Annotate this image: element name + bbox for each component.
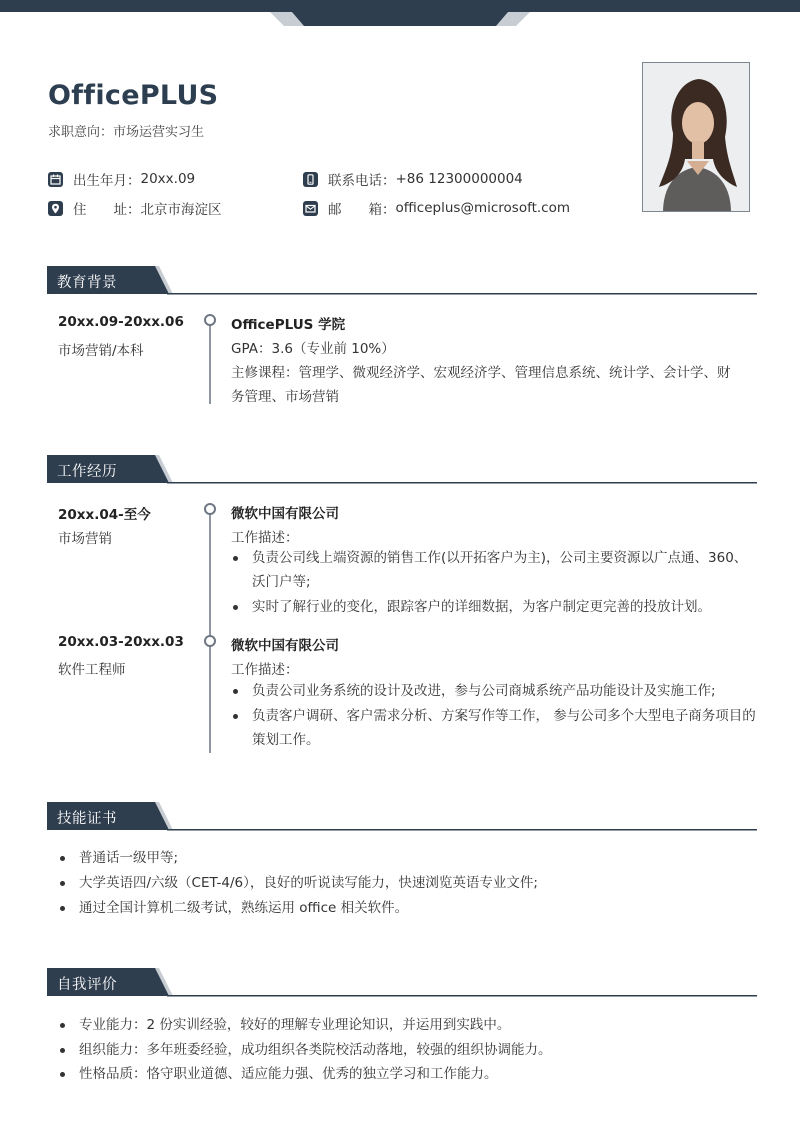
company-name: 微软中国有限公司: [231, 506, 339, 522]
education-date: 20xx.09-20xx.06: [58, 314, 184, 330]
work-desc-label: 工作描述：: [231, 530, 299, 546]
work-date: 20xx.04-至今: [58, 507, 151, 523]
section-title-self-eval: 自我评价: [57, 977, 117, 993]
section-title-skills: 技能证书: [57, 811, 117, 827]
section-header-skills: [47, 802, 757, 832]
email-row: [303, 198, 570, 218]
gpa-text: GPA：3.6（专业前 10%）: [231, 341, 395, 357]
email-value: officeplus@microsoft.com: [395, 200, 571, 216]
work-role: 市场营销: [58, 531, 112, 547]
school-name: OfficePLUS 学院: [231, 317, 346, 333]
profile-photo: [642, 62, 750, 212]
birth-row: [48, 169, 195, 189]
bullet-dot: [60, 856, 65, 861]
self-eval-item: [58, 1013, 758, 1037]
bullet-dot: [60, 1048, 65, 1053]
self-eval-text: 专业能力：2 份实训经验，较好的理解专业理论知识，并运用到实践中。: [79, 1017, 511, 1033]
timeline-line: [209, 320, 211, 404]
work-bullet-text: 负责公司线上端资源的销售工作(以开拓客户为主)，公司主要资源以广点通、360、沃门户等;: [252, 550, 748, 590]
self-eval-item: [58, 1038, 758, 1062]
work-bullet-text: 实时了解行业的变化，跟踪客户的详细数据，为客户制定更完善的投放计划。: [252, 599, 711, 615]
job-intent: [48, 121, 204, 140]
work-desc-label: 工作描述：: [231, 662, 299, 678]
bullet-dot: [60, 881, 65, 886]
skill-item: [58, 871, 758, 895]
work-bullet-text: 负责公司业务系统的设计及改进，参与公司商城系统产品功能设计及实施工作;: [252, 683, 716, 699]
calendar-icon: [48, 172, 63, 187]
timeline-line: [209, 509, 211, 753]
phone-label: 联系电话：: [328, 173, 396, 189]
job-intent-value: 市场运营实习生: [113, 125, 205, 140]
bullet-dot: [60, 1072, 65, 1077]
skill-text: 普通话一级甲等;: [79, 850, 179, 866]
work-bullet: [231, 546, 757, 594]
skill-item: [58, 846, 758, 870]
email-label: 邮 箱：: [328, 202, 396, 218]
skill-item: [58, 896, 758, 920]
work-date: 20xx.03-20xx.03: [58, 634, 184, 650]
education-major: 市场营销/本科: [58, 343, 144, 359]
section-title-work: 工作经历: [57, 464, 117, 480]
section-title-education: 教育背景: [57, 275, 117, 291]
bullet-dot: [60, 906, 65, 911]
bullet-dot: [60, 1023, 65, 1028]
section-header-education: [47, 266, 757, 296]
birth-value: 20xx.09: [140, 171, 196, 187]
bullet-dot: [233, 714, 238, 719]
address-value: 北京市海淀区: [140, 202, 222, 218]
work-bullet: [231, 679, 757, 703]
phone-row: [303, 169, 523, 189]
self-eval-text: 组织能力：多年班委经验，成功组织各类院校活动落地，较强的组织协调能力。: [79, 1042, 552, 1058]
timeline-dot: [204, 635, 216, 647]
candidate-name: OfficePLUS: [48, 80, 219, 111]
phone-value: +86 12300000004: [395, 171, 523, 187]
birth-label: 出生年月：: [73, 173, 141, 189]
work-bullet-text: 负责客户调研、客户需求分析、方案写作等工作， 参与公司多个大型电子商务项目的策划工作。: [252, 708, 756, 748]
top-decor-bar: [0, 0, 800, 26]
email-icon: [303, 201, 318, 216]
bullet-dot: [233, 689, 238, 694]
company-name: 微软中国有限公司: [231, 638, 339, 654]
section-header-work: [47, 455, 757, 485]
work-role: 软件工程师: [58, 662, 126, 678]
work-bullet: [231, 595, 757, 619]
skill-text: 通过全国计算机二级考试，熟练运用 office 相关软件。: [79, 900, 409, 916]
bullet-dot: [233, 605, 238, 610]
job-intent-label: 求职意向：: [48, 125, 114, 140]
courses-line-2: 务管理、市场营销: [231, 389, 339, 405]
courses-line-1: 主修课程：管理学、微观经济学、宏观经济学、管理信息系统、统计学、会计学、财: [231, 365, 731, 381]
address-row: [48, 198, 222, 218]
self-eval-item: [58, 1062, 758, 1086]
work-bullet: [231, 704, 757, 752]
skill-text: 大学英语四/六级（CET-4/6），良好的听说读写能力，快速浏览英语专业文件;: [79, 875, 538, 891]
address-label: 住 址：: [73, 202, 141, 218]
timeline-dot: [204, 314, 216, 326]
section-header-self-eval: [47, 968, 757, 998]
phone-icon: [303, 172, 318, 187]
self-eval-text: 性格品质：恪守职业道德、适应能力强、优秀的独立学习和工作能力。: [79, 1066, 498, 1082]
location-icon: [48, 201, 63, 216]
timeline-dot: [204, 503, 216, 515]
bullet-dot: [233, 556, 238, 561]
